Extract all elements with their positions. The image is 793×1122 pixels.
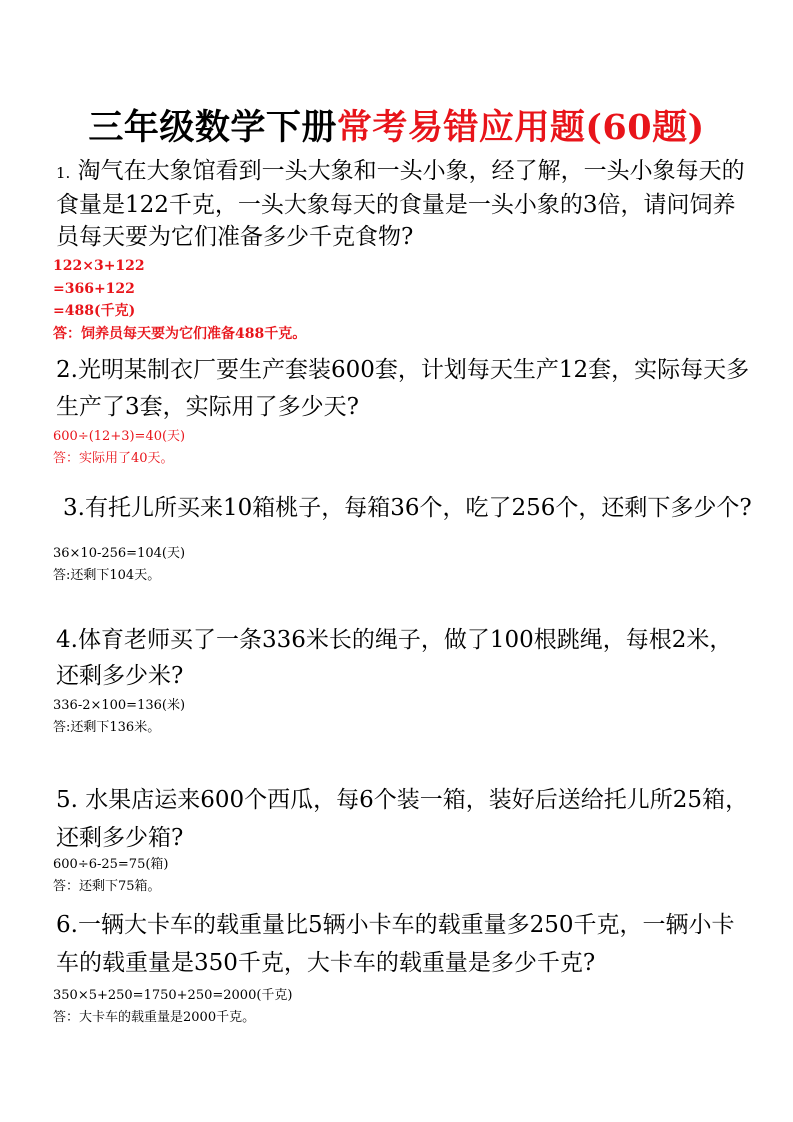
problem-2-solution <box>53 426 185 470</box>
problem-5-solution <box>53 854 169 898</box>
problem-5-text <box>56 781 751 857</box>
answer-line: 答:还剩下104天。 <box>53 568 161 583</box>
title-part-red: 常考易错应用题(60题) <box>336 107 705 148</box>
problem-2-text <box>56 352 751 426</box>
title-part-black: 三年级数学下册 <box>88 107 337 148</box>
solution-line: =366+122 <box>53 280 135 297</box>
problem-2-body: 光明某制衣厂要生产套装600套，计划每天生产12套，实际每天多生产了3套，实际用了多少天? <box>56 357 750 420</box>
solution-line: 350×5+250=1750+250=2000(千克) <box>53 988 293 1003</box>
solution-line: 36×10-256=104(天) <box>53 546 186 561</box>
answer-line: 答:还剩下136米。 <box>53 720 161 735</box>
problem-1-body: 淘气在大象馆看到一头大象和一头小象，经了解，一头小象每天的食量是122千克，一头大象每天的食量是一头小象的3倍，请问饲养员每天要为它们准备多少千克食物? <box>56 158 745 250</box>
problem-1-text <box>56 155 751 253</box>
problem-1-number: 1. <box>56 164 71 182</box>
problem-4-text <box>56 622 751 694</box>
solution-line: 600÷(12+3)=40(天) <box>53 429 186 444</box>
answer-line: 答：还剩下75箱。 <box>53 879 161 894</box>
answer-line: 答：饲养员每天要为它们准备488千克。 <box>53 325 307 342</box>
problem-6-body: 一辆大卡车的载重量比5辆小卡车的载重量多250千克，一辆小卡车的载重量是350千克，大卡车的载重量是多少千克? <box>56 912 735 976</box>
problem-5-number: 5. <box>56 787 78 813</box>
answer-line: 答：实际用了40天。 <box>53 451 174 466</box>
problem-6-solution <box>53 985 293 1029</box>
problem-3-solution <box>53 543 185 587</box>
problem-3-body: 有托儿所买来10箱桃子，每箱36个，吃了256个，还剩下多少个? <box>84 495 752 521</box>
problem-3-number: 3. <box>63 495 85 521</box>
answer-line: 答：大卡车的载重量是2000千克。 <box>53 1010 256 1025</box>
problem-3-text <box>63 492 758 524</box>
problem-5-body: 水果店运来600个西瓜，每6个装一箱，装好后送给托儿所25箱，还剩多少箱? <box>56 787 749 851</box>
problem-4-number: 4. <box>56 627 78 653</box>
problem-6-text <box>56 906 751 982</box>
problem-1-solution <box>53 255 306 345</box>
solution-line: =488(千克) <box>53 303 136 319</box>
problem-6-number: 6. <box>56 912 78 938</box>
page-title <box>0 100 793 150</box>
problem-4-body: 体育老师买了一条336米长的绳子，做了100根跳绳，每根2米，还剩多少米? <box>56 627 733 689</box>
solution-line: 600÷6-25=75(箱) <box>53 857 169 872</box>
problem-4-solution <box>53 695 185 739</box>
solution-line: 122×3+122 <box>53 258 145 274</box>
problem-2-number: 2. <box>56 357 78 383</box>
solution-line: 336-2×100=136(米) <box>53 698 186 713</box>
